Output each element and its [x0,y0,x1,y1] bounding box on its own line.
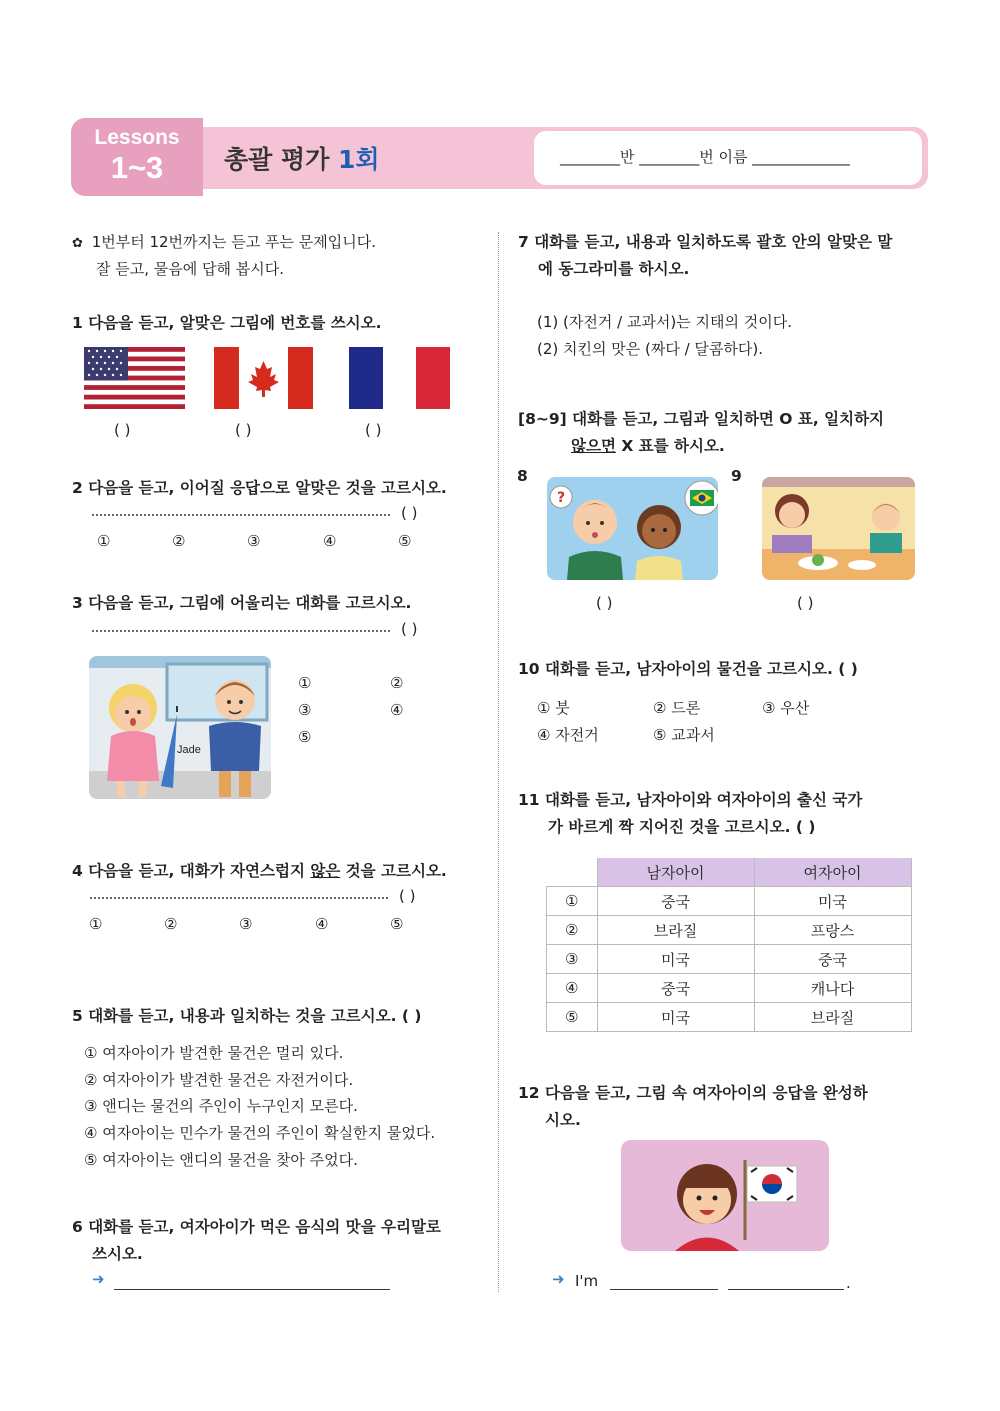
number-9: 9 [731,467,742,485]
question-8-9: [8~9] 대화를 듣고, 그림과 일치하면 O 표, 일치하지 [518,410,885,428]
option-4[interactable]: ④ 자전거 [537,726,599,744]
option-1[interactable]: ① 붓 [537,699,570,717]
header-girl: 여자아이 [754,858,911,887]
option-3[interactable]: ③ 우산 [762,699,810,717]
country-table [546,858,912,1032]
kids-eating-picture [762,477,915,580]
canada-flag-image [214,347,313,409]
answer-line-12a[interactable] [610,1289,718,1290]
answer-paren-9[interactable]: ( ) [797,594,814,612]
option-2[interactable]: ② 여자아이가 발견한 물건은 자전거이다. [84,1071,354,1089]
option-2[interactable]: ② [390,674,404,692]
answer-paren-1b[interactable]: ( ) [235,421,252,439]
answer-paren-2[interactable]: ( ) [401,504,418,522]
option-2[interactable]: ② [172,532,186,550]
column-divider [498,232,499,1292]
question-5: 5 대화를 듣고, 내용과 일치하는 것을 고르시오. ( ) [72,1007,422,1025]
option-5[interactable]: ⑤ 교과서 [653,726,715,744]
flower-icon: ✿ [72,236,83,251]
question-1: 1 다음을 듣고, 알맞은 그림에 번호를 쓰시오. [72,314,382,332]
option-3[interactable]: ③ [247,532,261,550]
question-12-line2: 시오. [545,1111,581,1129]
answer-paren-4[interactable]: ( ) [399,887,416,905]
kids-brazil-picture [547,477,718,580]
arrow-icon: ➜ [92,1270,105,1288]
question-4: 4 다음을 듣고, 대화가 자연스럽지 않은 것을 고르시오. [72,862,447,880]
header-boy: 남자아이 [597,858,754,887]
instruction-line2: 잘 듣고, 물음에 답해 봅시다. [96,260,284,278]
question-10: 10 대화를 듣고, 남자아이의 물건을 고르시오. ( ) [518,660,858,678]
answer-period: . [846,1274,851,1292]
option-4[interactable]: ④ [390,701,404,719]
page-title: 총괄 평가 1회 [224,145,380,174]
table-header [547,858,912,887]
answer-paren-8[interactable]: ( ) [596,594,613,612]
table-row[interactable]: ① 중국 미국 [547,887,912,916]
dotted-leader [92,514,390,516]
answer-paren-1a[interactable]: ( ) [114,421,131,439]
table-row[interactable]: ③ 미국 중국 [547,945,912,974]
option-5[interactable]: ⑤ 여자아이는 앤디의 물건을 찾아 주었다. [84,1151,358,1169]
umbrella-tag: Jade [177,744,201,756]
number-8: 8 [517,467,528,485]
girl-korea-flag-picture [621,1140,829,1251]
option-3[interactable]: ③ [298,701,312,719]
option-4[interactable]: ④ [315,915,329,933]
question-8-9-line2: 않으면 X 표를 하시오. [571,437,725,455]
question-12: 12 다음을 듣고, 그림 속 여자아이의 응답을 완성하 [518,1084,868,1102]
badge-line2: 1~3 [110,150,164,185]
option-2[interactable]: ② 드론 [653,699,701,717]
option-1[interactable]: ① [97,532,111,550]
option-2[interactable]: ② [164,915,178,933]
answer-paren-1c[interactable]: ( ) [365,421,382,439]
lesson-badge [71,118,203,196]
arrow-icon: ➜ [552,1270,565,1288]
usa-flag-image [84,347,185,409]
instruction [72,229,376,257]
question-bubble: ? [557,490,566,506]
option-5[interactable]: ⑤ [298,728,312,746]
france-flag-image [349,347,450,409]
question-2: 2 다음을 듣고, 이어질 응답으로 알맞은 것을 고르시오. [72,479,447,497]
question-3: 3 다음을 듣고, 그림에 어울리는 대화를 고르시오. [72,594,412,612]
badge-line1: Lessons [94,126,180,149]
question-11-line2: 가 바르게 짝 지어진 것을 고르시오. ( ) [548,818,816,836]
table-row[interactable]: ② 브라질 프랑스 [547,916,912,945]
option-1[interactable]: ① [89,915,103,933]
question-7: 7 대화를 듣고, 내용과 일치하도록 괄호 안의 알맞은 말 [518,233,893,251]
name-field[interactable]: ________반 ________번 이름 _____________ [560,148,850,166]
option-5[interactable]: ⑤ [390,915,404,933]
answer-paren-3[interactable]: ( ) [401,620,418,638]
question-6: 6 대화를 듣고, 여자아이가 먹은 음식의 맛을 우리말로 [72,1218,441,1236]
option-4[interactable]: ④ [323,532,337,550]
table-row[interactable]: ⑤ 미국 브라질 [547,1003,912,1032]
option-5[interactable]: ⑤ [398,532,412,550]
answer-line-12b[interactable] [728,1289,844,1290]
title-number: 1회 [338,145,380,174]
answer-prefix: I'm [575,1272,599,1290]
kids-umbrella-picture [89,656,271,799]
option-1[interactable]: ① 여자아이가 발견한 물건은 멀리 있다. [84,1044,344,1062]
table-row[interactable]: ④ 중국 캐나다 [547,974,912,1003]
question-6-line2: 쓰시오. [92,1245,143,1263]
instruction-line1: 1번부터 12번까지는 듣고 푸는 문제입니다. [91,233,376,251]
answer-line-6[interactable] [114,1289,390,1290]
question-11: 11 대화를 듣고, 남자아이와 여자아이의 출신 국가 [518,791,863,809]
q7-item-2[interactable]: (2) 치킨의 맛은 (짜다 / 달콤하다). [537,340,764,358]
dotted-leader [90,897,388,899]
option-3[interactable]: ③ 앤디는 물건의 주인이 누구인지 모른다. [84,1097,358,1115]
option-4[interactable]: ④ 여자아이는 민수가 물건의 주인이 확실한지 물었다. [84,1124,436,1142]
option-3[interactable]: ③ [239,915,253,933]
q7-item-1[interactable]: (1) (자전거 / 교과서)는 지태의 것이다. [537,313,792,331]
dotted-leader [92,630,390,632]
option-1[interactable]: ① [298,674,312,692]
question-7-line2: 에 동그라미를 하시오. [538,260,690,278]
